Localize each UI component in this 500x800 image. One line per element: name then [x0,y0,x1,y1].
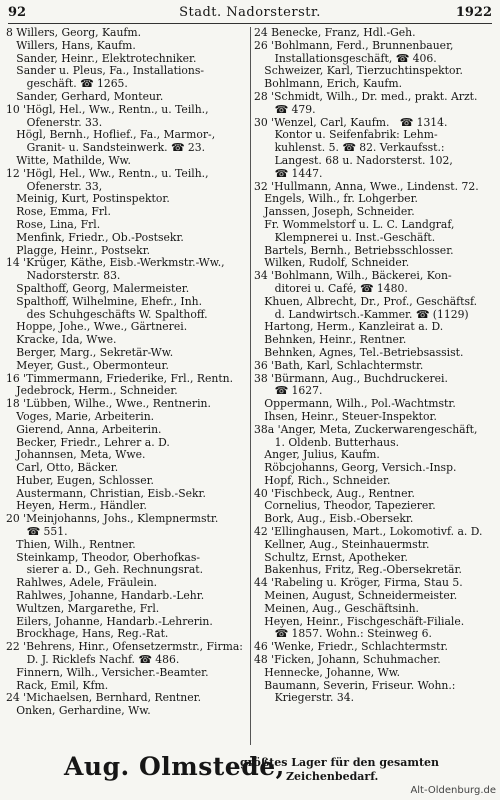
directory-line: 24 Benecke, Franz, Hdl.-Geh. [254,27,416,39]
directory-line: Brockhage, Hans, Reg.-Rat. [6,628,169,641]
directory-line: ditorei u. Café, ☎ 1480. [254,282,408,295]
ad-tagline-2: Zeichenbedarf. [286,770,379,783]
directory-line: Steinkamp, Theodor, Oberhofkas- [6,551,201,564]
directory-line: 48 'Ficken, Johann, Schuhmacher. [254,654,441,667]
directory-line: Baumann, Severin, Friseur. Wohn.: [254,679,456,692]
directory-line: Granit- u. Sandsteinwerk. ☎ 23. [6,142,206,155]
directory-line: 30 'Wenzel, Carl, Kaufm. ☎ 1314. [254,116,448,129]
directory-line: Berger, Marg., Sekretär-Ww. [6,346,174,359]
directory-line: 38a 'Anger, Meta, Zuckerwarengeschäft, [254,423,478,436]
directory-line: 18 'Lübben, Wilhe., Wwe., Rentnerin. [6,398,211,411]
directory-line: ☎ 551. [6,526,68,539]
directory-line: Witte, Mathilde, Ww. [6,154,131,167]
directory-line: 20 'Meinjohanns, Johs., Klempnermstr. [6,513,219,526]
directory-line: Schultz, Ernst, Apotheker. [254,551,408,564]
directory-line: Behnken, Heinr., Rentner. [254,334,407,347]
directory-line: Rose, Lina, Frl. [6,218,101,231]
directory-line: Bakenhus, Fritz, Reg.-Obersekretär. [254,564,462,577]
directory-line: ☎ 1857. Wohn.: Steinweg 6. [254,628,432,641]
directory-line: 40 'Fischbeck, Aug., Rentner. [254,487,415,500]
directory-line: Anger, Julius, Kaufm. [254,449,380,462]
directory-line: Sander, Heinr., Elektrotechniker. [6,52,197,65]
directory-line: Johannsen, Meta, Wwe. [6,449,146,462]
right-column [254,27,496,705]
column-divider [250,27,251,745]
directory-line: Becker, Friedr., Lehrer a. D. [6,436,170,449]
directory-line: Installationsgeschäft, ☎ 406. [254,52,437,65]
page-header [8,5,492,23]
directory-line: 14 'Krüger, Käthe, Eisb.-Werkmstr.-Ww., [6,257,225,270]
directory-line: Onken, Gerhardine, Ww. [6,705,151,718]
directory-line: Meinen, August, Schneidermeister. [254,590,458,603]
directory-line: Nadorsterstr. 83. [6,270,121,283]
directory-line: Huber, Eugen, Schlosser. [6,474,154,487]
directory-line: Cornelius, Theodor, Tapezierer. [254,500,436,513]
directory-line: d. Landwirtsch.-Kammer. ☎ (1129) [254,308,469,321]
directory-line: Janssen, Joseph, Schneider. [254,206,415,219]
directory-line: Kontor u. Seifenfabrik: Lehm- [254,129,438,142]
directory-line: 34 'Bohlmann, Wilh., Bäckerei, Kon- [254,270,452,283]
advertisement [8,752,492,788]
directory-line: Spalthoff, Georg, Malermeister. [6,282,190,295]
directory-line: Willers, Hans, Kaufm. [6,39,136,52]
directory-line: Bohlmann, Erich, Kaufm. [254,78,403,91]
directory-line: Austermann, Christian, Eisb.-Sekr. [6,487,206,500]
directory-line: Meinen, Aug., Geschäftsinh. [254,602,419,615]
directory-line: Plagge, Heinr., Postsekr. [6,244,151,257]
directory-line: 22 'Behrens, Hinr., Ofensetzermstr., Firma: [6,641,243,654]
directory-line: Fr. Wommelstorf u. L. C. Landgraf, [254,218,455,231]
directory-line: 12 'Högl, Hel., Ww., Rentn., u. Teilh., [6,167,209,180]
directory-line: 44 'Rabeling u. Kröger, Firma, Stau 5. [254,577,463,590]
page-number-right: 1922 [455,5,492,20]
directory-line: Hennecke, Johanne, Ww. [254,666,401,679]
directory-line: Kracke, Ida, Wwe. [6,334,117,347]
directory-line: Gierend, Anna, Arbeiterin. [6,423,162,436]
directory-line: Thien, Wilh., Rentner. [6,538,136,551]
directory-line: Rahlwes, Adele, Fräulein. [6,577,158,590]
directory-line: Heyen, Herm., Händler. [6,500,147,513]
directory-line: Wultzen, Margarethe, Frl. [6,602,160,615]
directory-line: Klempnerei u. Inst.-Geschäft. [254,231,436,244]
directory-line: kuhlenst. 5. ☎ 82. Verkaufsst.: [254,142,445,155]
directory-line: Carl, Otto, Bäcker. [6,462,119,475]
ad-tagline: größtes Lager für den gesamten [240,756,440,769]
directory-line: Meyer, Gust., Obermonteur. [6,359,169,372]
directory-line: Hoppe, Johe., Wwe., Gärtnerei. [6,321,188,334]
directory-line: Oppermann, Wilh., Pol.-Wachtmstr. [254,398,456,411]
directory-line: Hopf, Rich., Schneider. [254,474,391,487]
page-number-left: 92 [8,5,27,20]
directory-line: 28 'Schmidt, Wilh., Dr. med., prakt. Arzt. [254,90,478,103]
directory-line: Heyen, Heinr., Fischgeschäft-Filiale. [254,615,465,628]
directory-line: 38 'Bürmann, Aug., Buchdruckerei. [254,372,448,385]
directory-line: sierer a. D., Geh. Rechnungsrat. [6,564,204,577]
directory-line: Finnern, Wilh., Versicher.-Beamter. [6,666,209,679]
directory-line: 8 Willers, Georg, Kaufm. [6,27,142,39]
directory-line: Ofenerstr. 33, [6,180,103,193]
directory-line: D. J. Ricklefs Nachf. ☎ 486. [6,654,180,667]
directory-line: Rahlwes, Johanne, Handarb.-Lehr. [6,590,205,603]
directory-line: ☎ 1627. [254,385,323,398]
page-title: Stadt. Nadorsterstr. [179,5,321,20]
directory-line: Khuen, Albrecht, Dr., Prof., Geschäftsf. [254,295,478,308]
directory-line: Spalthoff, Wilhelmine, Ehefr., Inh. [6,295,203,308]
directory-line: 24 'Michaelsen, Bernhard, Rentner. [6,692,202,705]
watermark: Alt-Oldenburg.de [410,785,496,796]
directory-line: Langest. 68 u. Nadorsterst. 102, [254,154,453,167]
directory-line: Engels, Wilh., fr. Lohgerber. [254,193,418,206]
directory-line: Behnken, Agnes, Tel.-Betriebsassist. [254,346,464,359]
directory-line: Bartels, Bernh., Betriebsschlosser. [254,244,454,257]
directory-line: ☎ 479. [254,103,316,116]
directory-line: 16 'Timmermann, Friederike, Frl., Rentn. [6,372,234,385]
directory-line: Menfink, Friedr., Ob.-Postsekr. [6,231,184,244]
directory-line: Voges, Marie, Arbeiterin. [6,410,155,423]
directory-line: Rack, Emil, Kfm. [6,679,109,692]
directory-line: Schweizer, Karl, Tierzuchtinspektor. [254,65,463,78]
directory-line: Ofenerstr. 33. [6,116,103,129]
directory-line: Sander, Gerhard, Monteur. [6,90,164,103]
directory-line: Rose, Emma, Frl. [6,206,111,219]
directory-line: Högl, Bernh., Hoflief., Fa., Marmor-, [6,129,216,142]
directory-line: geschäft. ☎ 1265. [6,78,128,91]
directory-line: 46 'Wenke, Friedr., Schlachtermstr. [254,641,448,654]
directory-line: Wilken, Rudolf, Schneider. [254,257,410,270]
directory-line: des Schuhgeschäfts W. Spalthoff. [6,308,208,321]
directory-line: 32 'Hullmann, Anna, Wwe., Lindenst. 72. [254,180,479,193]
directory-line: Sander u. Pleus, Fa., Installations- [6,65,205,78]
directory-line: Jedebrock, Herm., Schneider. [6,385,178,398]
directory-line: Kriegerstr. 34. [254,692,355,705]
header-rule [8,23,492,24]
directory-line: ☎ 1447. [254,167,323,180]
left-column [6,27,248,718]
directory-line: Röbcjohanns, Georg, Versich.-Insp. [254,462,457,475]
directory-line: Bork, Aug., Eisb.-Obersekr. [254,513,414,526]
ad-company-name: Aug. Olmstede, [64,752,285,781]
directory-line: 26 'Bohlmann, Ferd., Brunnenbauer, [254,39,454,52]
directory-line: Hartong, Herm., Kanzleirat a. D. [254,321,444,334]
directory-line: 10 'Högl, Hel., Ww., Rentn., u. Teilh., [6,103,209,116]
directory-line: 1. Oldenb. Butterhaus. [254,436,400,449]
directory-line: 42 'Ellinghausen, Mart., Lokomotivf. a. D. [254,526,483,539]
directory-line: Eilers, Johanne, Handarb.-Lehrerin. [6,615,213,628]
directory-line: Kellner, Aug., Steinhauermstr. [254,538,430,551]
directory-line: Ihsen, Heinr., Steuer-Inspektor. [254,410,437,423]
directory-line: 36 'Bath, Karl, Schlachtermstr. [254,359,424,372]
directory-line: Meinig, Kurt, Postinspektor. [6,193,170,206]
